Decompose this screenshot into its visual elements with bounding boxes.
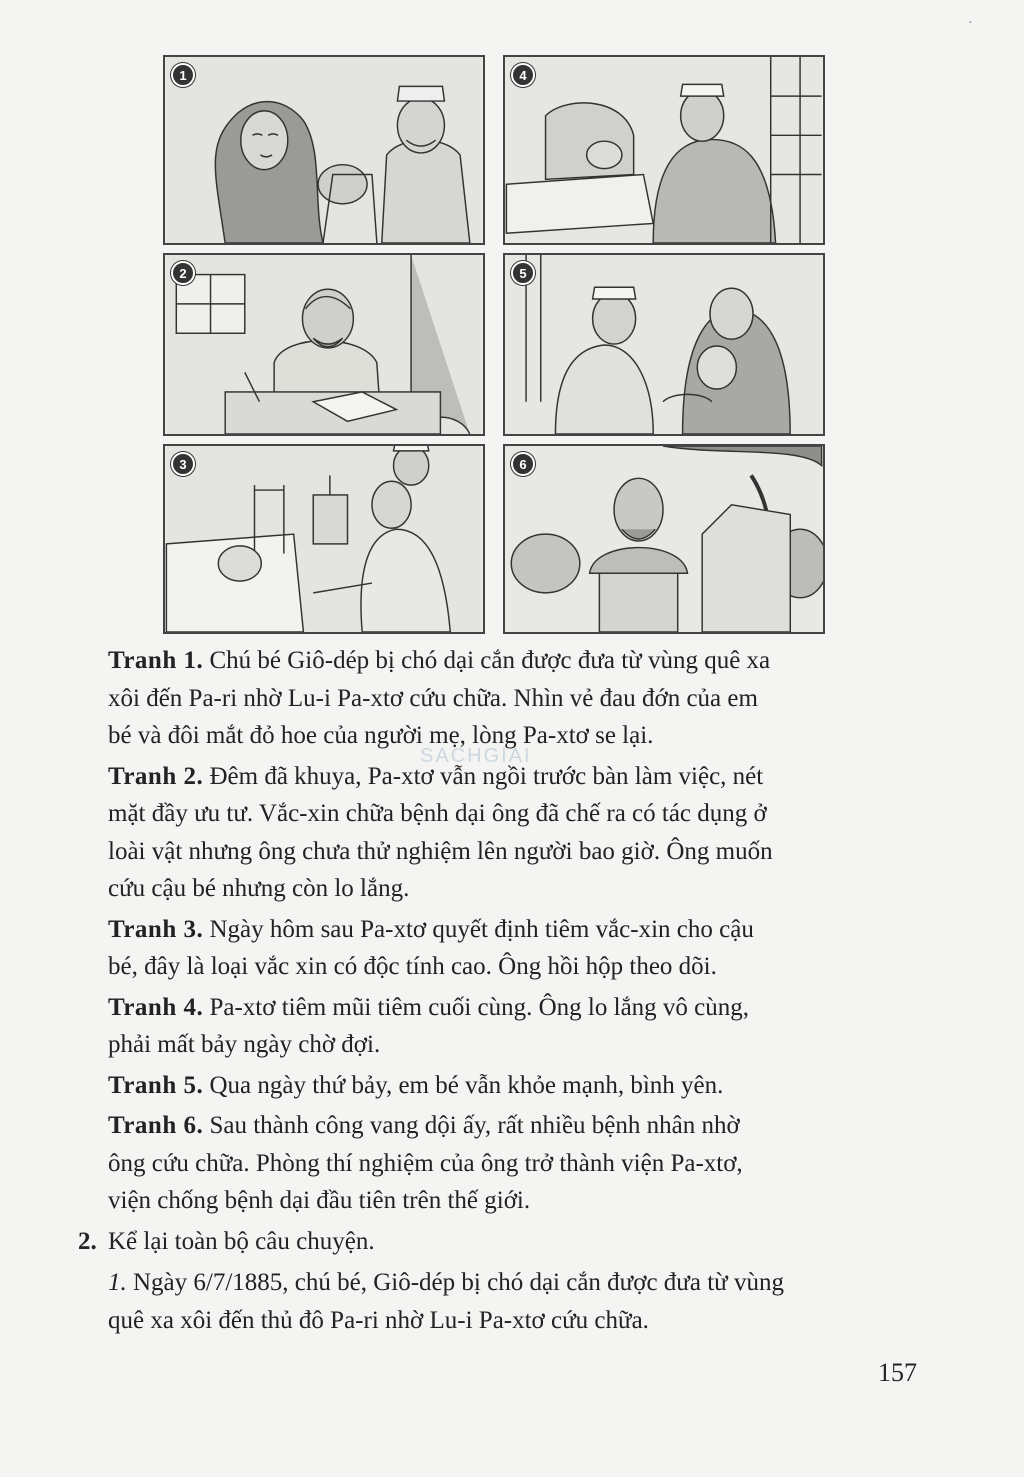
question-2 [78,1223,938,1261]
caption-label: Tranh 6. [108,1112,204,1139]
watermark: SACHGIAI [420,745,532,767]
panel-5 [503,253,825,436]
page-number: 157 [878,1358,917,1387]
answer-1: 1. Ngày 6/7/1885, chú bé, Giô-dép bị chó dại cắn được đưa từ vùng quê xa xôi đến thủ đô Pa-ri nhờ Lu-i Pa-xtơ cứu chữa. [108,1269,784,1334]
panel-badge: 5 [511,261,535,285]
caption-label: Tranh 2. [108,762,204,790]
corner-mark: · [968,16,973,31]
illustration-last-injection [505,57,823,243]
panel-badge: 6 [511,452,535,476]
answer-number: 1. [108,1269,127,1296]
question-number: 2. [78,1227,97,1255]
question-text: Kể lại toàn bộ câu chuyện. [108,1227,375,1255]
caption-label: Tranh 5. [108,1071,204,1099]
illustration-vaccine-injection [165,446,483,632]
caption-tranh-5: Tranh 5. Qua ngày thứ bảy, em bé vẫn khỏe mạnh, bình yên. [108,1071,724,1099]
illustration-grid [163,55,826,635]
caption-tranh-1: Tranh 1. Chú bé Giô-dép bị chó dại cắn được đưa từ vùng quê xa xôi đến Pa-ri nhờ Lu-i Pa-xtơ cứu chữa. Nhìn vẻ đau đớn của em bé và đôi mắt đỏ hoe của người mẹ, lòng Pa-xtơ se lại. [108,647,771,749]
caption-label: Tranh 3. [108,915,204,943]
panel-badge: 4 [511,63,535,87]
panel-badge: 1 [171,63,195,87]
panel-3 [163,444,485,634]
panel-badge: 2 [171,261,195,285]
illustration-healthy-boy [505,255,823,434]
caption-tranh-6: Tranh 6. Sau thành công vang dội ấy, rất nhiều bệnh nhân nhờ ông cứu chữa. Phòng thí nghiệm của ông trở thành viện Pa-xtơ, viện chống bệnh dại đầu tiên trên thế giới. [108,1112,743,1214]
panel-1 [163,55,485,245]
text-body [78,642,938,1339]
panel-4 [503,55,825,245]
panel-badge: 3 [171,452,195,476]
caption-label: Tranh 4. [108,993,204,1021]
caption-tranh-3: Tranh 3. Ngày hôm sau Pa-xtơ quyết định tiêm vắc-xin cho cậu bé, đây là loại vắc xin có độc tính cao. Ông hồi hộp theo dõi. [108,915,754,980]
caption-tranh-4: Tranh 4. Pa-xtơ tiêm mũi tiêm cuối cùng. Ông lo lắng vô cùng, phải mất bảy ngày chờ đợi. [108,993,750,1058]
caption-tranh-2: Tranh 2. Đêm đã khuya, Pa-xtơ vẫn ngồi trước bàn làm việc, nét mặt đầy ưu tư. Vắc-xin chữa bệnh dại ông đã chế ra có tác dụng ở loài vật nhưng ông chưa thử nghiệm lên người bao giờ. Ông muốn cứu cậu bé nhưng còn lo lắng. [108,762,773,902]
illustration-mother-doctor [165,57,483,243]
caption-label: Tranh 1. [108,647,204,674]
illustration-pasteur-statue [505,446,823,632]
panel-2 [163,253,485,436]
panel-6 [503,444,825,634]
illustration-pasteur-at-desk [165,255,483,434]
